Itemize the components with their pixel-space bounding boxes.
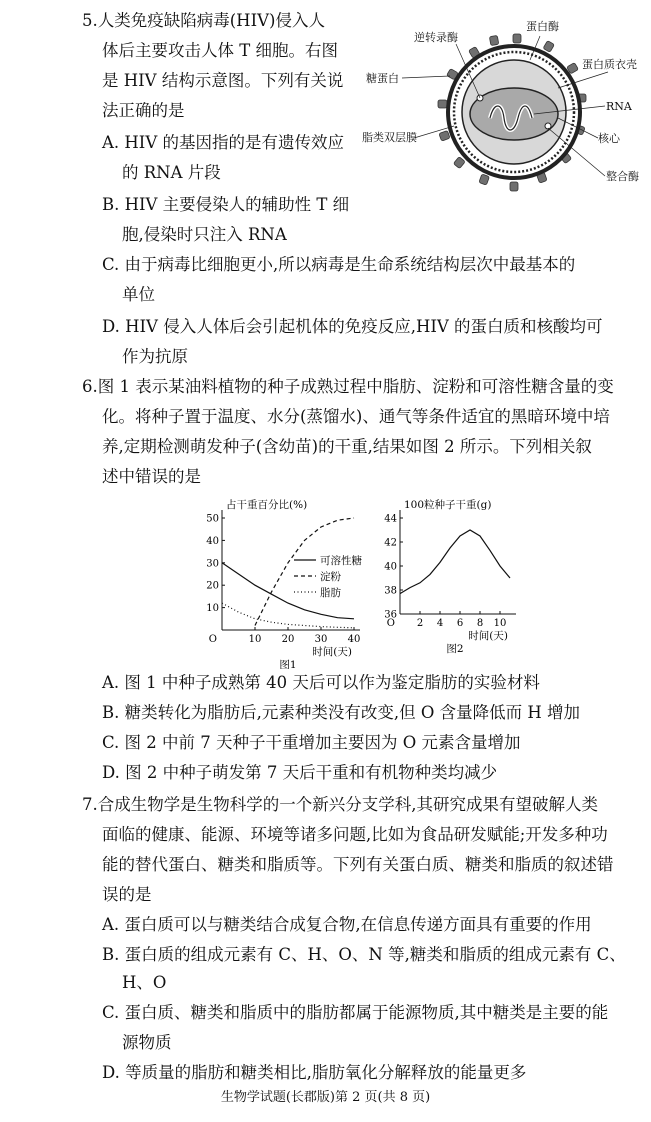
q7-option-c-cont: 源物质 bbox=[122, 1033, 172, 1052]
y-tick-label: 20 bbox=[206, 580, 219, 592]
q5-stem-line-3: 是 HIV 结构示意图。下列有关说 bbox=[102, 71, 344, 90]
q7-stem-line-4: 误的是 bbox=[102, 885, 152, 904]
q7-option-c: C. 蛋白质、糖类和脂质中的脂肪都属于能源物质,其中糖类是主要的能 bbox=[102, 1003, 609, 1022]
q6-option-a: A. 图 1 中种子成熟第 40 天后可以作为鉴定脂肪的实验材料 bbox=[102, 673, 540, 692]
chart-1-legend bbox=[294, 554, 362, 599]
core-shape bbox=[470, 88, 558, 140]
y-tick-label: 44 bbox=[384, 513, 397, 525]
q7-option-d: D. 等质量的脂肪和糖类相比,脂肪氧化分解释放的能量更多 bbox=[102, 1063, 527, 1082]
origin-label: O bbox=[386, 618, 395, 629]
q6-stem-line-2: 化。将种子置于温度、水分(蒸馏水)、通气等条件适宜的黑暗环境中培 bbox=[102, 407, 610, 426]
q5-stem-line-2: 体后主要攻击人体 T 细胞。右图 bbox=[102, 41, 338, 60]
series-line-2-1 bbox=[400, 530, 510, 594]
y-tick-label: 10 bbox=[206, 603, 219, 615]
q5-option-c: C. 由于病毒比细胞更小,所以病毒是生命系统结构层次中最基本的 bbox=[102, 255, 576, 274]
y-tick-label: 40 bbox=[206, 535, 219, 547]
q5-option-d: D. HIV 侵入人体后会引起机体的免疫反应,HIV 的蛋白质和核酸均可 bbox=[102, 317, 603, 336]
q7-option-b: B. 蛋白质的组成元素有 C、H、O、N 等,糖类和脂质的组成元素有 C、 bbox=[102, 945, 626, 964]
hiv-structure-diagram bbox=[362, 14, 642, 210]
legend-label: 脂肪 bbox=[320, 587, 341, 599]
label-rna: RNA bbox=[606, 100, 632, 113]
q7-stem-line-2: 面临的健康、能源、环境等诸多问题,比如为食品研发赋能;开发多种功 bbox=[102, 825, 608, 844]
q5-option-b-cont: 胞,侵染时只注入 RNA bbox=[122, 225, 287, 244]
q6-stem-line-1: 6.图 1 表示某油料植物的种子成熟过程中脂肪、淀粉和可溶性糖含量的变 bbox=[82, 377, 614, 396]
q6-stem-line-4: 述中错误的是 bbox=[102, 467, 201, 486]
q7-option-b-cont: H、O bbox=[122, 973, 167, 992]
q6-option-d: D. 图 2 中种子萌发第 7 天后干重和有机物种类均减少 bbox=[102, 763, 498, 782]
label-core: 核心 bbox=[598, 132, 620, 145]
y-tick-label: 30 bbox=[206, 558, 219, 570]
hiv-diagram-svg bbox=[362, 14, 642, 210]
q7-stem-line-3: 能的替代蛋白、糖类和脂质等。下列有关蛋白质、糖类和脂质的叙述错 bbox=[102, 855, 614, 874]
q5-option-a: A. HIV 的基因指的是有遗传效应 bbox=[102, 133, 344, 152]
x-tick-label: 4 bbox=[436, 618, 444, 629]
q6-option-b: B. 糖类转化为脂肪后,元素种类没有改变,但 O 含量降低而 H 增加 bbox=[102, 703, 581, 722]
x-axis-label: 时间(天) bbox=[468, 630, 508, 642]
x-tick-label: 30 bbox=[314, 634, 328, 645]
y-tick-label: 40 bbox=[384, 561, 397, 573]
q7-stem-line-1: 7.合成生物学是生物科学的一个新兴分支学科,其研究成果有望破解人类 bbox=[82, 795, 598, 814]
label-integrase: 整合酶 bbox=[606, 170, 639, 183]
page-footer: 生物学试题(长郡版)第 2 页(共 8 页) bbox=[220, 1090, 431, 1105]
x-tick-label: 6 bbox=[456, 618, 464, 629]
q5-option-a-cont: 的 RNA 片段 bbox=[122, 163, 221, 182]
q6-option-c: C. 图 2 中前 7 天种子干重增加主要因为 O 元素含量增加 bbox=[102, 733, 521, 752]
chart-2 bbox=[384, 498, 516, 655]
series-line-1-4 bbox=[222, 603, 354, 628]
q5-stem-line-4: 法正确的是 bbox=[102, 101, 185, 120]
x-tick-label: 10 bbox=[493, 618, 507, 629]
q5-stem-line-1: 5.人类免疫缺陷病毒(HIV)侵入人 bbox=[82, 11, 325, 30]
q6-stem-line-3: 养,定期检测萌发种子(含幼苗)的干重,结果如图 2 所示。下列相关叙 bbox=[102, 437, 592, 456]
y-tick-label: 50 bbox=[206, 513, 219, 525]
label-reverse-transcriptase: 逆转录酶 bbox=[414, 31, 458, 44]
legend-label: 可溶性糖 bbox=[320, 555, 362, 567]
y-tick-label: 42 bbox=[384, 537, 397, 549]
label-lipid-bilayer: 脂类双层膜 bbox=[362, 131, 417, 144]
q6-charts-svg bbox=[200, 494, 530, 669]
y-tick-label: 38 bbox=[384, 585, 397, 597]
q6-charts bbox=[200, 494, 530, 669]
x-tick-label: 2 bbox=[416, 618, 424, 629]
q5-option-b: B. HIV 主要侵染人的辅助性 T 细 bbox=[102, 195, 350, 214]
chart-caption: 图1 bbox=[279, 659, 297, 669]
x-tick-label: 40 bbox=[347, 634, 361, 645]
legend-label: 淀粉 bbox=[320, 571, 341, 583]
origin-label: O bbox=[208, 634, 217, 645]
chart-title: 占干重百分比(%) bbox=[226, 499, 308, 511]
y-tick-label: 36 bbox=[384, 609, 397, 621]
label-capsid: 蛋白质衣壳 bbox=[582, 58, 637, 71]
x-tick-label: 8 bbox=[476, 618, 484, 629]
x-axis-label: 时间(天) bbox=[312, 646, 352, 658]
q5-option-c-cont: 单位 bbox=[122, 285, 155, 304]
label-protease: 蛋白酶 bbox=[526, 20, 559, 33]
q5-option-d-cont: 作为抗原 bbox=[122, 347, 188, 366]
x-tick-label: 20 bbox=[281, 634, 295, 645]
chart-title: 100粒种子干重(g) bbox=[404, 499, 492, 511]
label-glycoprotein: 糖蛋白 bbox=[366, 72, 399, 85]
q7-option-a: A. 蛋白质可以与糖类结合成复合物,在信息传递方面具有重要的作用 bbox=[102, 915, 592, 934]
x-tick-label: 10 bbox=[248, 634, 262, 645]
chart-1 bbox=[206, 498, 362, 669]
chart-caption: 图2 bbox=[446, 643, 464, 655]
